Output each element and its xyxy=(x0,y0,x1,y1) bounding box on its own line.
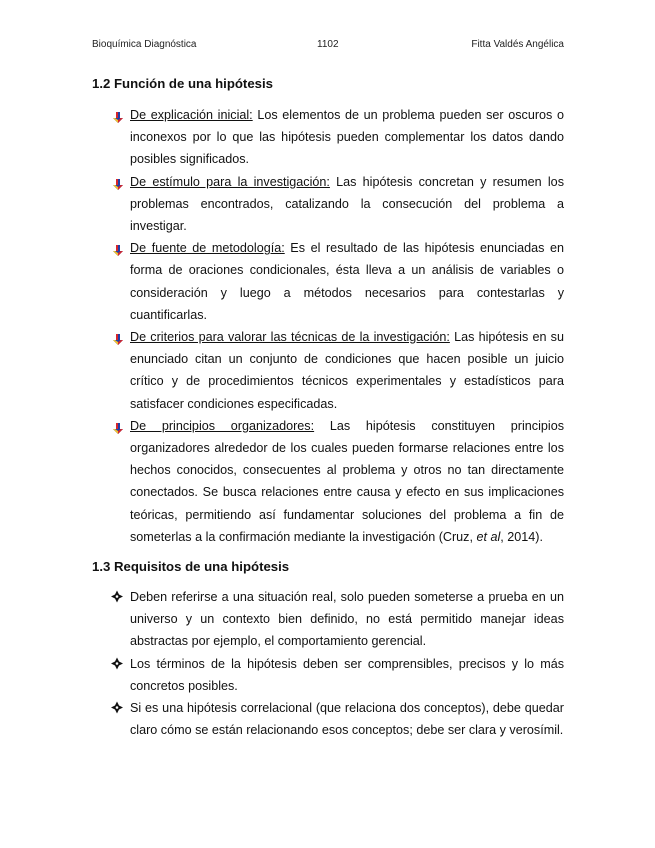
list-item xyxy=(92,415,564,548)
list-item-term: De criterios para valorar las técnicas de la investigación: xyxy=(130,330,450,345)
list-item-text: Las hipótesis concretan y resumen los problemas encontrados, catalizando la consecución del problema a investigar. xyxy=(130,174,564,234)
arrow-bullet-icon xyxy=(112,331,124,343)
list-item-italic: et al xyxy=(476,529,501,544)
header-group: 1102 xyxy=(317,39,339,50)
list-item xyxy=(92,237,564,326)
page-header xyxy=(92,39,564,53)
funcion-list xyxy=(92,104,564,548)
list-item-text-end: , 2014). xyxy=(500,529,544,544)
arrow-bullet-icon xyxy=(112,420,124,432)
diamond-bullet-icon xyxy=(111,657,123,670)
arrow-bullet-icon xyxy=(112,109,124,121)
document-body xyxy=(92,73,564,741)
section-title-requisitos: 1.3 Requisitos de una hipótesis xyxy=(92,559,290,575)
list-item-term: De fuente de metodología: xyxy=(130,241,285,256)
list-item-text: Las hipótesis constituyen principios organizadores alrededor de los cuales pueden formarse relaciones entre los hechos conocidos, consecuentes al problema y otros no tan directamente conectados. Se busca relaciones entre causa y efecto en sus implicaciones teóricas, permitiendo así fundamentar soluciones del problema a fin de someterlas a la confirmación mediante la investigación (Cruz, xyxy=(130,418,564,544)
requisitos-list xyxy=(92,586,564,741)
list-item-text: Es el resultado de las hipótesis enunciadas en forma de oraciones condicionales, ésta lleva a un análisis de variables o consideración y luego a métodos necesarios para contestarlas y cuantificarlas. xyxy=(130,241,564,322)
list-item-text: Si es una hipótesis correlacional (que relaciona dos conceptos), debe quedar claro cómo se están relacionando esos conceptos; debe ser clara y verosímil. xyxy=(130,701,564,738)
arrow-bullet-icon xyxy=(112,176,124,188)
list-item-text: Las hipótesis en su enunciado citan un conjunto de condiciones que hacen posible un juicio crítico y de procedimientos técnicos experimentales y estadísticos para satisfacer condiciones especificadas. xyxy=(130,330,564,411)
arrow-bullet-icon xyxy=(112,242,124,254)
list-item xyxy=(92,653,564,697)
list-item-text: Deben referirse a una situación real, solo pueden someterse a prueba en un universo y un contexto bien definido, no está permitido manejar ideas abstractas por ejemplo, el comportamiento gerencial. xyxy=(130,590,564,649)
list-item-text: Los términos de la hipótesis deben ser comprensibles, precisos y lo más concretos posibles. xyxy=(130,656,564,693)
list-item-term: De principios organizadores: xyxy=(130,418,315,433)
list-item xyxy=(92,326,564,415)
diamond-bullet-icon xyxy=(111,701,123,714)
list-item xyxy=(92,104,564,171)
list-item xyxy=(92,697,564,741)
section-title-funcion: 1.2 Función de una hipótesis xyxy=(92,76,273,91)
list-item-term: De explicación inicial: xyxy=(130,108,253,122)
list-item xyxy=(92,586,564,653)
diamond-bullet-icon xyxy=(111,590,123,603)
header-author: Fitta Valdés Angélica xyxy=(471,39,564,50)
list-item xyxy=(92,171,564,238)
header-course: Bioquímica Diagnóstica xyxy=(92,39,197,50)
list-item-text: Los elementos de un problema pueden ser oscuros o inconexos por lo que las hipótesis pueden complementar los datos dando posibles significados. xyxy=(130,108,564,167)
list-item-term: De estímulo para la investigación: xyxy=(130,174,330,189)
